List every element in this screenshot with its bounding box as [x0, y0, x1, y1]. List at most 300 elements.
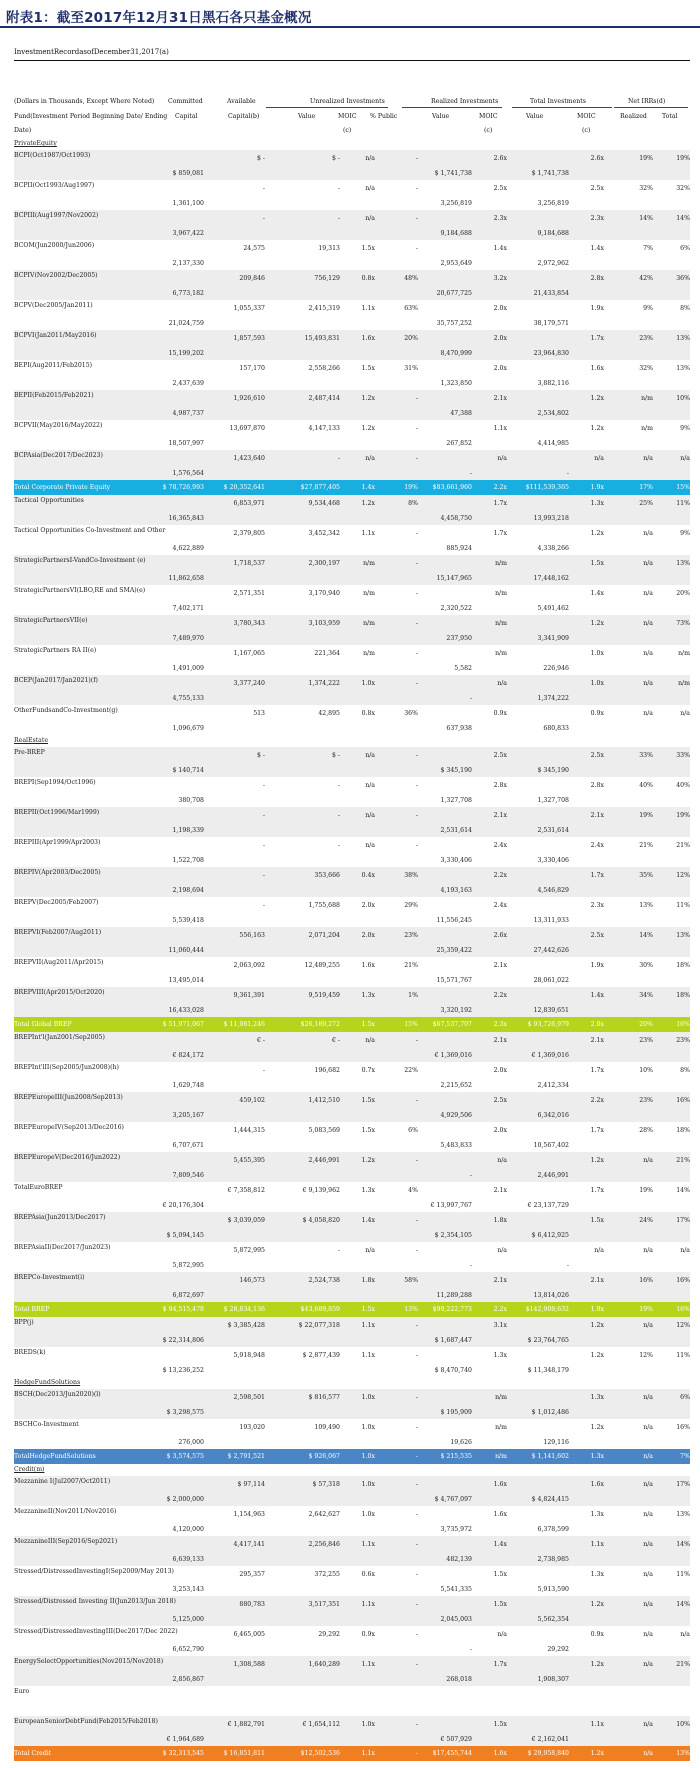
cell-tmoic: 1.6x: [590, 1481, 604, 1488]
cell-uval: 372,255: [314, 1571, 340, 1578]
cell-committed: 11,060,444: [168, 947, 204, 954]
cell-tval: 5,913,590: [537, 1586, 569, 1593]
cell-tval: 17,448,162: [533, 575, 569, 582]
cell-rmoic: n/m: [495, 650, 507, 657]
cell-tmoic: 1.9x: [590, 305, 604, 312]
cell-avail: 1,055,337: [233, 305, 265, 312]
fund-name: BREPEuropeIV(Sep2013/Dec2016): [14, 1124, 124, 1131]
cell-itot: 6%: [680, 245, 690, 252]
cell-avail: 2,598,501: [233, 1394, 265, 1401]
cell-rmoic: n/a: [497, 1631, 507, 1638]
cell-upub: -: [415, 1481, 418, 1488]
fund-name: TotalEuroBREP: [14, 1184, 63, 1191]
cell-tval: 680,833: [543, 725, 569, 732]
header-committed: Committed: [168, 98, 203, 105]
cell-itot: 12%: [676, 872, 690, 879]
cell-rmoic: 0.9x: [493, 710, 507, 717]
table-row: [14, 867, 690, 897]
cell-committed: 6,639,133: [172, 1556, 204, 1563]
cell-avail: -: [262, 215, 265, 222]
cell-rval: $99,222,773: [432, 1306, 472, 1313]
cell-uval: 756,129: [314, 275, 340, 282]
cell-tmoic: 1.3x: [590, 1511, 604, 1518]
cell-itot: 21%: [676, 842, 690, 849]
cell-tmoic: n/a: [594, 455, 604, 462]
cell-committed: 6,652,790: [172, 1646, 204, 1653]
cell-itot: n/a: [680, 1247, 690, 1254]
cell-rmoic: 1.6x: [493, 1750, 507, 1757]
cell-ireal: 10%: [639, 1067, 653, 1074]
cell-avail: 1,444,315: [233, 1127, 265, 1134]
table-row: [14, 210, 690, 240]
cell-upub: -: [415, 1247, 418, 1254]
cell-upub: -: [415, 1511, 418, 1518]
cell-itot: 20%: [676, 590, 690, 597]
cell-itot: 21%: [676, 1661, 690, 1668]
cell-upub: -: [415, 1631, 418, 1638]
cell-rmoic: 2.6x: [493, 155, 507, 162]
cell-rval: -: [469, 1172, 472, 1179]
cell-tmoic: 1.7x: [590, 1127, 604, 1134]
cell-tval: $ 1,141,602: [531, 1453, 569, 1460]
fund-name: Tactical Opportunities Co-Investment and Other: [14, 527, 166, 534]
cell-tmoic: 1.2x: [590, 1750, 604, 1757]
cell-tval: 3,882,116: [537, 380, 569, 387]
cell-umoic: 1.2x: [361, 425, 375, 432]
cell-committed: 7,489,970: [172, 635, 204, 642]
table-row: [14, 585, 690, 615]
cell-rmoic: n/m: [495, 590, 507, 597]
cell-committed: $ 13,236,252: [162, 1367, 204, 1374]
header-u-moic: MOIC: [338, 113, 357, 120]
cell-uval: $ 4,058,820: [302, 1217, 340, 1224]
cell-committed: 4,987,737: [172, 410, 204, 417]
cell-itot: 10%: [676, 395, 690, 402]
cell-umoic: n/m: [363, 620, 375, 627]
cell-uval: 12,489,255: [304, 962, 340, 969]
cell-uval: -: [337, 782, 340, 789]
cell-rval: -: [469, 1646, 472, 1653]
table-row: [14, 837, 690, 867]
cell-uval: 1,374,222: [308, 680, 340, 687]
cell-tval: 27,442,626: [533, 947, 569, 954]
cell-avail: 193,020: [239, 1424, 265, 1431]
cell-itot: 40%: [676, 782, 690, 789]
cell-umoic: 1.0x: [361, 1481, 375, 1488]
cell-tmoic: 1.3x: [590, 1453, 604, 1460]
cell-umoic: 0.9x: [361, 1631, 375, 1638]
cell-avail: $ 3,039,059: [227, 1217, 265, 1224]
cell-tmoic: 2.6x: [590, 155, 604, 162]
subtitle-rule: [14, 60, 690, 61]
fund-name: BCPVI(Jan2011/May2016): [14, 332, 97, 339]
fund-name: BSCH(Dec2013/Jun2020)(l): [14, 1391, 101, 1398]
cell-ireal: n/a: [643, 1424, 653, 1431]
cell-tval: 5,562,354: [537, 1616, 569, 1623]
fund-name: BREPV(Dec2005/Feb2007): [14, 899, 99, 906]
cell-tval: 13,311,933: [533, 917, 569, 924]
cell-tval: $ 23,764,765: [527, 1337, 569, 1344]
cell-rmoic: 2.2x: [493, 484, 507, 491]
cell-umoic: 1.5x: [361, 1021, 375, 1028]
cell-avail: 6,465,005: [233, 1631, 265, 1638]
cell-uval: $26,189,272: [300, 1021, 340, 1028]
cell-rmoic: 2.2x: [493, 1306, 507, 1313]
cell-tval: -: [566, 470, 569, 477]
cell-rval: $17,455,744: [432, 1750, 472, 1757]
table-row: [14, 1212, 690, 1242]
cell-rval: 20,677,725: [436, 290, 472, 297]
cell-upub: -: [415, 590, 418, 597]
cell-rval: 15,147,965: [436, 575, 472, 582]
fund-name: Mezzanine I(Jul2007/Oct2011): [14, 1478, 111, 1485]
cell-uval: 3,103,959: [308, 620, 340, 627]
cell-rmoic: 1.7x: [493, 500, 507, 507]
cell-avail: 13,697,870: [229, 425, 265, 432]
cell-ireal: 19%: [639, 1306, 653, 1313]
table-row: [14, 675, 690, 705]
cell-tmoic: 2.8x: [590, 782, 604, 789]
cell-itot: 13%: [676, 335, 690, 342]
cell-rmoic: 1.5x: [493, 1721, 507, 1728]
table-row: [14, 1272, 690, 1302]
cell-rval: 3,330,406: [440, 857, 472, 864]
cell-umoic: 1.0x: [361, 680, 375, 687]
cell-rmoic: 1.5x: [493, 1601, 507, 1608]
cell-rmoic: n/m: [495, 620, 507, 627]
cell-rval: $83,661,960: [432, 484, 472, 491]
cell-uval: 9,519,459: [308, 992, 340, 999]
cell-rmoic: 2.0x: [493, 335, 507, 342]
cell-itot: 13%: [676, 560, 690, 567]
cell-rval: $ 195,909: [440, 1409, 472, 1416]
cell-tmoic: 1.2x: [590, 1322, 604, 1329]
header-group-unrealized: Unrealized Investments: [310, 98, 385, 105]
cell-rval: 35,757,252: [436, 320, 472, 327]
cell-tmoic: 2.0x: [590, 1021, 604, 1028]
cell-tmoic: 2.5x: [590, 752, 604, 759]
cell-rmoic: 2.3x: [493, 215, 507, 222]
table-row: [14, 390, 690, 420]
cell-avail: 295,357: [239, 1571, 265, 1578]
cell-upub: -: [415, 1661, 418, 1668]
cell-rval: 2,320,522: [440, 605, 472, 612]
header-t-value: Value: [526, 113, 544, 120]
page-title: 附表1：截至2017年12月31日黑石各只基金概况: [6, 10, 312, 26]
fund-name: StrategicPartnersVI(LBO,RE and SMA)(e): [14, 587, 146, 594]
cell-avail: $ -: [257, 752, 265, 759]
cell-rval: $ 4,767,097: [434, 1496, 472, 1503]
cell-umoic: n/a: [365, 812, 375, 819]
cell-rmoic: n/m: [495, 560, 507, 567]
cell-tval: 6,378,599: [537, 1526, 569, 1533]
cell-tmoic: 2.8x: [590, 275, 604, 282]
cell-itot: 17%: [676, 1217, 690, 1224]
cell-ireal: n/m: [641, 395, 653, 402]
cell-uval: 5,083,569: [308, 1127, 340, 1134]
cell-uval: 2,524,738: [308, 1277, 340, 1284]
cell-tmoic: 1.2x: [590, 1424, 604, 1431]
fund-name: MezzanineIII(Sep2016/Sep2021): [14, 1538, 118, 1545]
cell-tval: 5,491,462: [537, 605, 569, 612]
cell-itot: 18%: [676, 992, 690, 999]
header-dollars-note: (Dollars in Thousands, Except Where Noted): [14, 98, 155, 105]
cell-uval: 29,292: [318, 1631, 340, 1638]
cell-tmoic: 2.1x: [590, 812, 604, 819]
header-i-realized: Realized: [620, 113, 647, 120]
cell-uval: 2,256,846: [308, 1541, 340, 1548]
table-row: [14, 1536, 690, 1566]
cell-tval: 3,341,909: [537, 635, 569, 642]
cell-ireal: n/a: [643, 590, 653, 597]
cell-upub: 22%: [404, 1067, 418, 1074]
cell-avail: 1,718,537: [233, 560, 265, 567]
cell-tmoic: 1.7x: [590, 872, 604, 879]
cell-rval: 3,320,192: [440, 1007, 472, 1014]
cell-uval: 42,895: [318, 710, 340, 717]
table-row: [14, 555, 690, 585]
cell-ireal: 16%: [639, 1277, 653, 1284]
cell-upub: 8%: [408, 500, 418, 507]
cell-tmoic: 1.2x: [590, 1601, 604, 1608]
cell-umoic: 1.5x: [361, 1306, 375, 1313]
cell-umoic: 1.5x: [361, 1127, 375, 1134]
cell-avail: 1,308,588: [233, 1661, 265, 1668]
cell-committed: 5,539,418: [172, 917, 204, 924]
cell-umoic: 1.6x: [361, 335, 375, 342]
cell-ireal: n/a: [643, 680, 653, 687]
table-row: [14, 360, 690, 390]
cell-committed: 3,967,422: [172, 230, 204, 237]
cell-itot: 19%: [676, 155, 690, 162]
cell-umoic: 1.5x: [361, 365, 375, 372]
cell-uval: 2,642,627: [308, 1511, 340, 1518]
cell-ireal: n/a: [643, 1750, 653, 1757]
header-i-total: Total: [662, 113, 678, 120]
cell-committed: € 824,172: [172, 1052, 204, 1059]
fund-name: BCPI(Oct1987/Oct1993): [14, 152, 91, 159]
cell-avail: 157,170: [239, 365, 265, 372]
cell-ireal: 7%: [643, 245, 653, 252]
cell-committed: 6,773,182: [172, 290, 204, 297]
cell-upub: -: [415, 245, 418, 252]
cell-avail: 1,926,610: [233, 395, 265, 402]
cell-ireal: 19%: [639, 155, 653, 162]
cell-tval: 23,964,830: [533, 350, 569, 357]
cell-tmoic: 1.4x: [590, 590, 604, 597]
cell-rmoic: 1.8x: [493, 1217, 507, 1224]
table-row: [14, 747, 690, 777]
cell-avail: € 1,882,791: [227, 1721, 265, 1728]
cell-upub: -: [415, 155, 418, 162]
cell-umoic: 1.5x: [361, 1097, 375, 1104]
cell-avail: 556,163: [239, 932, 265, 939]
cell-rmoic: 2.1x: [493, 1037, 507, 1044]
cell-ireal: n/a: [643, 530, 653, 537]
cell-upub: -: [415, 812, 418, 819]
cell-tmoic: 1.1x: [590, 1721, 604, 1728]
cell-rmoic: n/a: [497, 455, 507, 462]
cell-ireal: 34%: [639, 992, 653, 999]
cell-rmoic: 2.1x: [493, 1187, 507, 1194]
total-row: [14, 1746, 690, 1761]
table-row: [14, 1686, 690, 1716]
cell-umoic: 0.8x: [361, 275, 375, 282]
cell-ireal: n/a: [643, 1571, 653, 1578]
cell-ireal: 14%: [639, 932, 653, 939]
cell-tmoic: 1.2x: [590, 425, 604, 432]
header-group-realized: Realized Investments: [431, 98, 499, 105]
cell-tmoic: 1.2x: [590, 1352, 604, 1359]
cell-committed: 7,809,546: [172, 1172, 204, 1179]
fund-name: BREPAsiaII(Dec2017/Jun2023): [14, 1244, 111, 1251]
table-row: [14, 300, 690, 330]
table-row: [14, 1716, 690, 1746]
cell-rmoic: 1.7x: [493, 1661, 507, 1668]
cell-avail: $ 2,791,521: [227, 1453, 265, 1460]
cell-rmoic: 2.5x: [493, 185, 507, 192]
cell-itot: 13%: [676, 1750, 690, 1757]
cell-committed: 5,125,000: [172, 1616, 204, 1623]
cell-avail: 3,377,240: [233, 680, 265, 687]
cell-uval: $ 2,877,439: [302, 1352, 340, 1359]
fund-name: BREPIV(Apr2003/Dec2005): [14, 869, 101, 876]
cell-upub: -: [415, 1217, 418, 1224]
cell-tval: $ 1,741,738: [531, 170, 569, 177]
cell-upub: -: [415, 395, 418, 402]
cell-committed: 1,096,679: [172, 725, 204, 732]
cell-avail: 1,167,065: [233, 650, 265, 657]
cell-tval: € 1,369,016: [531, 1052, 569, 1059]
cell-itot: 32%: [676, 185, 690, 192]
cell-tmoic: 1.2x: [590, 395, 604, 402]
cell-tval: $ 29,958,840: [527, 1750, 569, 1757]
cell-upub: 38%: [404, 872, 418, 879]
cell-committed: 16,365,843: [168, 515, 204, 522]
cell-itot: 11%: [676, 1571, 690, 1578]
cell-rval: 482,139: [446, 1556, 472, 1563]
cell-itot: 11%: [676, 500, 690, 507]
cell-tmoic: 1.9x: [590, 484, 604, 491]
cell-uval: 353,666: [314, 872, 340, 879]
cell-umoic: 0.4x: [361, 872, 375, 879]
cell-itot: 8%: [680, 1067, 690, 1074]
cell-umoic: 1.1x: [361, 530, 375, 537]
cell-uval: 1,640,289: [308, 1661, 340, 1668]
cell-tval: 3,256,819: [537, 200, 569, 207]
cell-rmoic: n/a: [497, 1157, 507, 1164]
cell-umoic: 1.0x: [361, 1394, 375, 1401]
cell-uval: -: [337, 1247, 340, 1254]
cell-uval: $ 22,077,318: [298, 1322, 340, 1329]
table-row: [14, 1656, 690, 1686]
cell-avail: -: [262, 782, 265, 789]
cell-rmoic: 2.6x: [493, 932, 507, 939]
cell-upub: 29%: [404, 902, 418, 909]
cell-uval: -: [337, 455, 340, 462]
cell-tval: € 23,137,729: [527, 1202, 569, 1209]
fund-name: Stressed/Distressed Investing II(Jun2013/Jun 2018): [14, 1598, 176, 1605]
cell-tmoic: 2.1x: [590, 1037, 604, 1044]
cell-itot: 13%: [676, 1511, 690, 1518]
fund-name: Pre-BREP: [14, 749, 45, 756]
cell-ireal: 19%: [639, 1187, 653, 1194]
cell-avail: 1,423,640: [233, 455, 265, 462]
cell-rval: $ 1,687,447: [434, 1337, 472, 1344]
cell-committed: 4,755,133: [172, 695, 204, 702]
fund-name: BCPAsia(Dec2017/Dec2023): [14, 452, 103, 459]
header-group-total: Total Investments: [530, 98, 586, 105]
cell-upub: 63%: [404, 305, 418, 312]
cell-committed: $ 5,094,145: [166, 1232, 204, 1239]
cell-uval: $27,877,405: [300, 484, 340, 491]
cell-upub: -: [415, 1750, 418, 1757]
fund-name: BCPIII(Aug1997/Nov2002): [14, 212, 99, 219]
cell-ireal: 25%: [639, 500, 653, 507]
cell-ireal: 24%: [639, 1217, 653, 1224]
cell-tmoic: 1.7x: [590, 1067, 604, 1074]
cell-ireal: 40%: [639, 782, 653, 789]
cell-avail: 2,571,351: [233, 590, 265, 597]
cell-rval: 2,531,614: [440, 827, 472, 834]
cell-rval: $ 345,190: [440, 767, 472, 774]
cell-avail: 1,857,593: [233, 335, 265, 342]
cell-umoic: 1.8x: [361, 1277, 375, 1284]
table-row: [14, 645, 690, 675]
cell-tval: $ 93,726,979: [527, 1021, 569, 1028]
table-row: [14, 1419, 690, 1449]
cell-committed: 11,862,658: [168, 575, 204, 582]
cell-tmoic: 1.5x: [590, 1217, 604, 1224]
cell-umoic: 0.7x: [361, 1067, 375, 1074]
header-t-moic-note: (c): [582, 127, 591, 134]
fund-name: BSCHCo-Investment: [14, 1421, 79, 1428]
cell-upub: -: [415, 1424, 418, 1431]
cell-umoic: n/m: [363, 590, 375, 597]
cell-tmoic: 2.5x: [590, 932, 604, 939]
cell-itot: n/m: [678, 650, 690, 657]
cell-rmoic: 1.6x: [493, 1481, 507, 1488]
cell-committed: 5,872,995: [172, 1262, 204, 1269]
total-row: [14, 1017, 690, 1032]
table-row: [14, 240, 690, 270]
cell-tmoic: 2.2x: [590, 1097, 604, 1104]
cell-itot: 10%: [676, 1721, 690, 1728]
table-row: [14, 150, 690, 180]
cell-tmoic: 2.5x: [590, 185, 604, 192]
section-heading: [14, 138, 690, 150]
cell-uval: € -: [332, 1037, 340, 1044]
cell-ireal: 28%: [639, 1127, 653, 1134]
header-date-label: Date): [14, 127, 32, 134]
cell-umoic: n/a: [365, 185, 375, 192]
cell-itot: 16%: [676, 1306, 690, 1313]
cell-committed: € 20,176,304: [162, 1202, 204, 1209]
table-row: [14, 957, 690, 987]
cell-upub: -: [415, 1037, 418, 1044]
cell-ireal: 33%: [639, 752, 653, 759]
table-row: [14, 450, 690, 480]
section-heading: [14, 1464, 690, 1476]
cell-avail: 5,455,395: [233, 1157, 265, 1164]
cell-upub: -: [415, 1352, 418, 1359]
cell-umoic: 1.0x: [361, 1511, 375, 1518]
cell-committed: 2,198,694: [172, 887, 204, 894]
cell-uval: 109,490: [314, 1424, 340, 1431]
cell-uval: 3,170,940: [308, 590, 340, 597]
cell-itot: 12%: [676, 1322, 690, 1329]
table-row: [14, 1182, 690, 1212]
